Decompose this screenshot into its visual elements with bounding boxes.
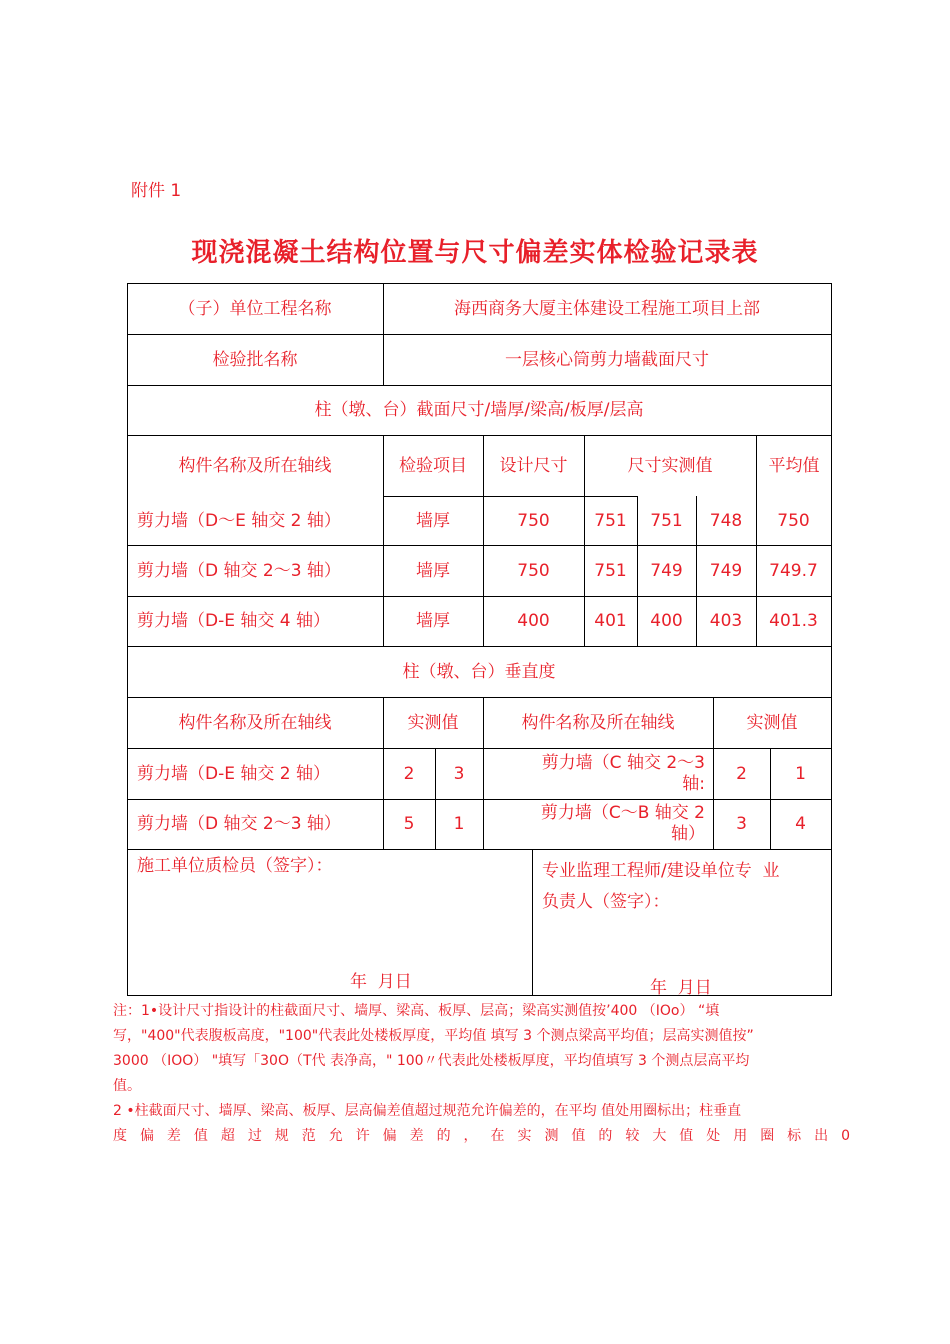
vert-row1-member-b-line2: 轴: bbox=[682, 773, 705, 794]
header-item: 检验项目 bbox=[399, 455, 467, 476]
inspection-batch-label: 检验批名称 bbox=[212, 349, 298, 370]
row3-m3: 403 bbox=[709, 611, 743, 631]
row1-m1: 751 bbox=[594, 511, 627, 531]
note-1-line3: 3000 （IOO） "填写「30O（T代 表净高，" 100〃代表此处楼板厚度，平均值填写 3 个测点层高平均 bbox=[113, 1053, 750, 1069]
unit-project-label: （子）单位工程名称 bbox=[178, 298, 332, 319]
note-1-line1: 注：1•设计尺寸指设计的柱截面尺寸、墙厚、梁高、板厚、层高；梁高实测值按’400 （IOo） “填 bbox=[113, 1003, 720, 1019]
page-title: 现浇混凝土结构位置与尺寸偏差实体检验记录表 bbox=[191, 238, 759, 268]
header-member: 构件名称及所在轴线 bbox=[178, 455, 332, 476]
row1-design: 750 bbox=[517, 511, 550, 531]
note-1-line2: 写，"400"代表腹板高度，"100"代表此处楼板厚度，平均值 填写 3 个测点梁高平均值；层高实测值按” bbox=[113, 1028, 754, 1044]
header-member-a: 构件名称及所在轴线 bbox=[178, 712, 332, 733]
vert-row2-b1: 3 bbox=[736, 814, 747, 834]
table-border-bottom bbox=[127, 995, 832, 996]
vert-row2-b2: 4 bbox=[795, 814, 806, 834]
row2-m1: 751 bbox=[594, 561, 627, 581]
row2-member: 剪力墙（D 轴交 2〜3 轴） bbox=[137, 561, 341, 581]
notes bbox=[113, 999, 850, 1149]
row2-m2: 749 bbox=[650, 561, 683, 581]
row2-m3: 749 bbox=[709, 561, 743, 581]
row2-design: 750 bbox=[517, 561, 550, 581]
row1-item: 墙厚 bbox=[416, 511, 450, 531]
vert-row2-member-b-line1: 剪力墙（C〜B 轴交 2 bbox=[540, 803, 705, 823]
vert-row1-a1: 2 bbox=[403, 763, 415, 784]
supervisor-signature-date: 年 月日 bbox=[650, 978, 712, 998]
note-2-line2: 度 偏 差 值 超 过 规 范 允 许 偏 差 的 ， 在 实 测 值 的 较 大 值 处 用 圈 标 出 0 bbox=[113, 1128, 850, 1144]
header-design: 设计尺寸 bbox=[499, 455, 568, 476]
attachment-label: 附件 1 bbox=[131, 181, 182, 201]
vert-row2-a1: 5 bbox=[403, 814, 415, 834]
header-average: 平均值 bbox=[768, 456, 820, 476]
vert-row1-b1: 2 bbox=[736, 763, 747, 784]
section1-title: 柱（墩、台）截面尺寸/墙厚/梁高/板厚/层高 bbox=[314, 400, 644, 420]
header-measured-a: 实测值 bbox=[407, 712, 459, 733]
table-border-right bbox=[831, 283, 832, 996]
vert-row2-member-b-line2: 轴） bbox=[671, 824, 705, 844]
row-divider bbox=[127, 849, 832, 850]
vert-row1-a2: 3 bbox=[453, 763, 465, 784]
row3-avg: 401.3 bbox=[769, 611, 818, 631]
header-measured-b: 实测值 bbox=[746, 712, 798, 733]
supervisor-signature-label-line2: 负责人（签字）： bbox=[542, 892, 670, 912]
vert-row1-b2: 1 bbox=[795, 763, 806, 784]
contractor-signature-label: 施工单位质检员（签字）： bbox=[137, 856, 333, 876]
vert-row2-member-b bbox=[483, 799, 713, 849]
note-2-line1: 2 •柱截面尺寸、墙厚、梁高、板厚、层高偏差值超过规范允许偏差的，在平均 值处用圈标出；柱垂直 bbox=[113, 1103, 742, 1119]
row2-item: 墙厚 bbox=[416, 561, 450, 581]
row3-design: 400 bbox=[517, 611, 550, 631]
row1-m2: 751 bbox=[650, 511, 683, 531]
header-member-b: 构件名称及所在轴线 bbox=[521, 712, 675, 733]
header-measured: 尺寸实测值 bbox=[627, 455, 713, 476]
row3-item: 墙厚 bbox=[416, 611, 450, 631]
note-1-line4: 值。 bbox=[113, 1078, 141, 1094]
vert-row2-a2: 1 bbox=[453, 814, 465, 834]
section2-title: 柱（墩、台）垂直度 bbox=[402, 661, 556, 682]
row3-m1: 401 bbox=[594, 611, 627, 631]
row3-m2: 400 bbox=[650, 611, 683, 631]
row1-member: 剪力墙（D〜E 轴交 2 轴） bbox=[137, 511, 341, 531]
vert-row1-member-b-line1: 剪力墙（C 轴交 2〜3 bbox=[541, 752, 705, 773]
row1-avg: 750 bbox=[777, 511, 810, 531]
supervisor-signature-label-line1: 专业监理工程师/建设单位专 业 bbox=[542, 861, 780, 881]
row1-m3: 748 bbox=[709, 511, 743, 531]
unit-project-value: 海西商务大厦主体建设工程施工项目上部 bbox=[454, 298, 760, 319]
row3-member: 剪力墙（D-E 轴交 4 轴） bbox=[137, 611, 330, 631]
vert-row2-member-a: 剪力墙（D 轴交 2〜3 轴） bbox=[137, 814, 341, 834]
inspection-batch-value: 一层核心筒剪力墙截面尺寸 bbox=[505, 349, 709, 370]
contractor-signature-date: 年 月日 bbox=[350, 972, 412, 992]
vert-row1-member-b bbox=[483, 748, 713, 799]
column-divider bbox=[532, 849, 533, 996]
row2-avg: 749.7 bbox=[769, 561, 818, 581]
vert-row1-member-a: 剪力墙（D-E 轴交 2 轴） bbox=[137, 763, 330, 784]
